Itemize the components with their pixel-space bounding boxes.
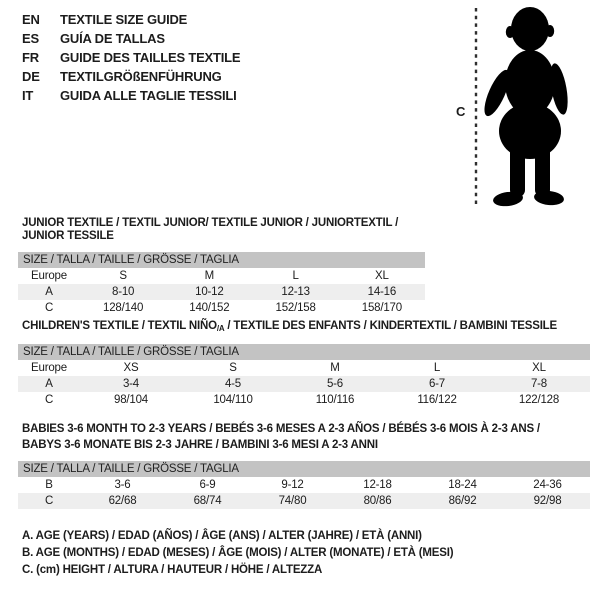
age-cell: 10-12 (166, 284, 252, 300)
height-label: C (456, 104, 466, 119)
height-cell: 140/152 (166, 300, 252, 316)
size-cell: S (182, 360, 284, 376)
size-cell: L (253, 268, 339, 284)
figure-graphic (445, 2, 585, 216)
height-cell: 98/104 (80, 392, 182, 408)
age-cell: 8-10 (80, 284, 166, 300)
legend-line-b: B. AGE (MONTHS) / EDAD (MESES) / ÂGE (MOIS) / ALTER (MONATE) / ETÀ (MESI) (22, 547, 454, 559)
language-row-en (22, 10, 240, 29)
height-cell: 86/92 (420, 493, 505, 509)
height-cell: 128/140 (80, 300, 166, 316)
language-code: IT (22, 88, 34, 103)
babies-size-table (18, 477, 590, 509)
junior-size-table (18, 268, 425, 316)
table-row-age (18, 376, 590, 392)
language-row-it (22, 86, 240, 105)
babies-title-line1: BABIES 3-6 MONTH TO 2-3 YEARS / BEBÉS 3-6 MESES A 2-3 AÑOS / BÉBÉS 3-6 MOIS À 2-3 ANS / (22, 423, 540, 435)
babies-table-title (22, 422, 590, 453)
junior-textile-section (18, 217, 425, 316)
language-code: EN (22, 12, 40, 27)
months-cell: 24-36 (505, 477, 590, 493)
height-measure-figure (445, 2, 585, 216)
age-cell: 7-8 (488, 376, 590, 392)
height-cell: 74/80 (250, 493, 335, 509)
language-row-de (22, 67, 240, 86)
height-cell: 158/170 (339, 300, 425, 316)
legend-line-c: C. (cm) HEIGHT / ALTURA / HAUTEUR / HÖHE / ALTEZZA (22, 564, 323, 576)
age-cell: 4-5 (182, 376, 284, 392)
junior-size-header-bar: SIZE / TALLA / TAILLE / GRÖSSE / TAGLIA (18, 252, 425, 268)
row-label: C (18, 300, 80, 316)
title-subscript: /A (216, 324, 225, 333)
junior-table-title: JUNIOR TEXTILE / TEXTIL JUNIOR/ TEXTILE JUNIOR / JUNIORTEXTIL / JUNIOR TESSILE (22, 217, 399, 242)
age-cell: 12-13 (253, 284, 339, 300)
table-row-height (18, 300, 425, 316)
height-cell: 110/116 (284, 392, 386, 408)
guide-title-en: TEXTILE SIZE GUIDE (60, 12, 188, 27)
size-cell: XS (80, 360, 182, 376)
language-title-block (22, 10, 240, 105)
legend-line-a: A. AGE (YEARS) / EDAD (AÑOS) / ÂGE (ANS) / ALTER (JAHRE) / ETÀ (ANNI) (22, 530, 422, 542)
months-cell: 12-18 (335, 477, 420, 493)
height-cell: 62/68 (80, 493, 165, 509)
row-label: C (18, 493, 80, 509)
height-cell: 116/122 (386, 392, 488, 408)
height-cell: 104/110 (182, 392, 284, 408)
table-row-months (18, 477, 590, 493)
row-label: A (18, 376, 80, 392)
children-size-header-bar: SIZE / TALLA / TAILLE / GRÖSSE / TAGLIA (18, 344, 590, 360)
height-cell: 122/128 (488, 392, 590, 408)
language-row-fr (22, 48, 240, 67)
size-cell: S (80, 268, 166, 284)
row-label: C (18, 392, 80, 408)
height-cell: 92/98 (505, 493, 590, 509)
language-code: DE (22, 69, 40, 84)
age-cell: 5-6 (284, 376, 386, 392)
size-cell: XL (339, 268, 425, 284)
table-row-height (18, 392, 590, 408)
children-table-title: CHILDREN'S TEXTILE / TEXTIL $NIÑO_{/A}$ / TEXTILE DES ENFANTS / KINDERTEXTIL / BAMBINI TESSILE (22, 320, 557, 333)
language-code: FR (22, 50, 39, 65)
babies-size-header-bar: SIZE / TALLA / TAILLE / GRÖSSE / TAGLIA (18, 461, 590, 477)
table-row-age (18, 284, 425, 300)
legend-block (22, 528, 453, 579)
babies-textile-section (18, 422, 590, 509)
months-cell: 9-12 (250, 477, 335, 493)
age-cell: 3-4 (80, 376, 182, 392)
height-cell: 152/158 (253, 300, 339, 316)
row-label: Europe (18, 360, 80, 376)
size-cell: L (386, 360, 488, 376)
size-cell: M (166, 268, 252, 284)
baby-silhouette-icon (480, 7, 571, 208)
guide-title-es: GUÍA DE TALLAS (60, 31, 165, 46)
height-cell: 68/74 (165, 493, 250, 509)
table-row-height (18, 493, 590, 509)
months-cell: 6-9 (165, 477, 250, 493)
age-cell: 6-7 (386, 376, 488, 392)
table-row-europe (18, 360, 590, 376)
children-textile-section (18, 320, 590, 408)
size-cell: XL (488, 360, 590, 376)
row-label: B (18, 477, 80, 493)
language-row-es (22, 29, 240, 48)
babies-title-line2: BABYS 3-6 MONATE BIS 2-3 JAHRE / BAMBINI 3-6 MESI A 2-3 ANNI (22, 438, 378, 451)
guide-title-de: TEXTILGRÖßENFÜHRUNG (60, 69, 222, 84)
guide-title-fr: GUIDE DES TAILLES TEXTILE (60, 50, 241, 65)
months-cell: 3-6 (80, 477, 165, 493)
table-row-europe (18, 268, 425, 284)
guide-title-it: GUIDA ALLE TAGLIE TESSILI (60, 88, 237, 103)
children-size-table (18, 360, 590, 408)
row-label: A (18, 284, 80, 300)
age-cell: 14-16 (339, 284, 425, 300)
row-label: Europe (18, 268, 80, 284)
language-code: ES (22, 31, 39, 46)
height-cell: 80/86 (335, 493, 420, 509)
size-cell: M (284, 360, 386, 376)
months-cell: 18-24 (420, 477, 505, 493)
